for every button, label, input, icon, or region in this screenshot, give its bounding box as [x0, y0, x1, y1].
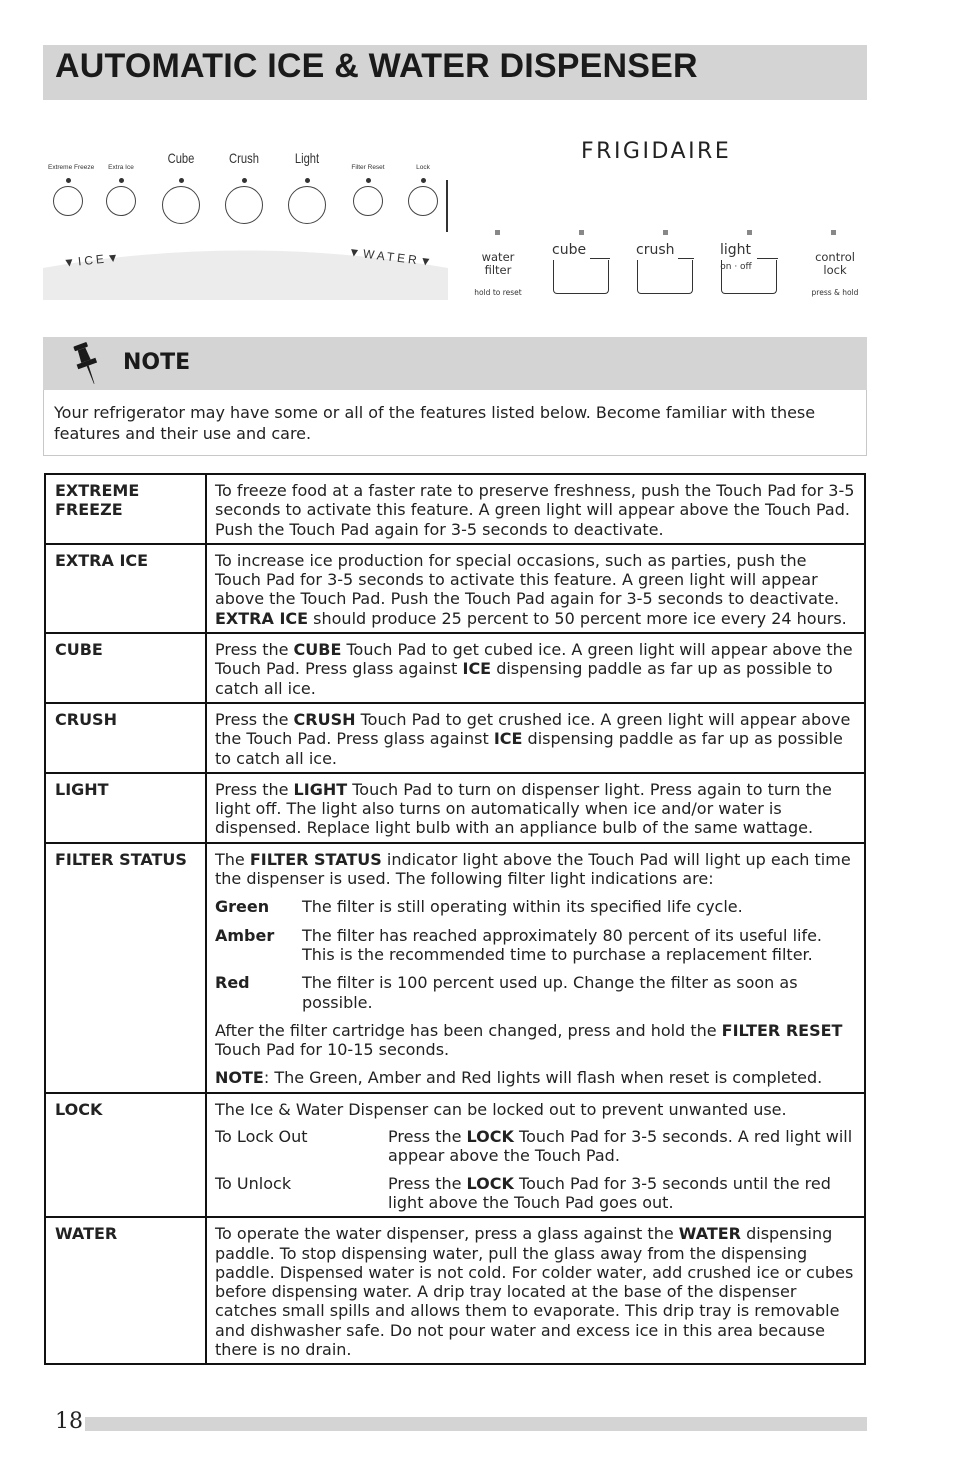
indicator-dot — [242, 178, 247, 183]
panel1-button-lock — [405, 150, 441, 216]
indicator-dot — [305, 178, 310, 183]
panel1-label: Crush — [229, 150, 259, 166]
table-row-cube — [45, 633, 865, 703]
feature-name: LIGHT — [45, 773, 206, 843]
touch-pad-circle — [408, 186, 438, 216]
panel1-label: Extra Ice — [108, 164, 134, 171]
feature-name: CRUSH — [45, 703, 206, 773]
control-lock-label: control lock — [815, 250, 855, 277]
press-and-hold-label: press & hold — [811, 288, 859, 297]
table-row-light — [45, 773, 865, 843]
title-bar — [43, 45, 867, 100]
indicator-square — [747, 230, 752, 235]
filter-indication-green: Green The filter is still operating within its specified life cycle. — [215, 897, 743, 917]
table-row-lock — [45, 1093, 865, 1217]
crush-touch-pad — [637, 260, 693, 294]
filter-note-text: NOTE: The Green, Amber and Red lights will flash when reset is completed. — [215, 1068, 823, 1088]
panel1-button-light — [286, 150, 328, 224]
footer-bar — [85, 1417, 867, 1431]
light-touch-pad — [721, 260, 777, 294]
indicator-dot — [366, 178, 371, 183]
feature-name: EXTREME FREEZE — [45, 474, 206, 544]
brand-logo: FRIGIDAIRE — [581, 139, 732, 164]
feature-name: EXTRA ICE — [45, 544, 206, 633]
touch-pad-circle — [106, 186, 136, 216]
panel1-button-crush — [223, 150, 265, 224]
feature-description: To freeze food at a faster rate to preserve freshness, push the Touch Pad for 3-5 seconds to activate this feature. A green light will appear above the Touch Pad. Push the Touch Pad again for 3-5 seconds to deactivate. — [206, 474, 865, 544]
cube-touch-pad — [553, 260, 609, 294]
indicator-dot — [119, 178, 124, 183]
feature-name: FILTER STATUS — [45, 843, 206, 1093]
note-title: NOTE — [123, 350, 191, 375]
table-row-extra-ice — [45, 544, 865, 633]
note-text: Your refrigerator may have some or all of the features listed below. Become familiar with these features and their use and care. — [43, 390, 867, 456]
touch-pad-circle — [225, 186, 263, 224]
page-number: 18 — [55, 1409, 83, 1434]
lock-out-row: To Lock Out Press the LOCK Touch Pad for 3-5 seconds. A red light will appear above the Touch Pad. — [215, 1127, 853, 1166]
water-filter-label: water filter — [481, 250, 515, 277]
indicator-square — [663, 230, 668, 235]
indicator-square — [579, 230, 584, 235]
feature-description: Press the CRUSH Touch Pad to get crushed ice. A green light will appear above the Touch Pad. Press glass against ICE dispensing paddle as far up as possible to catch all ice. — [206, 703, 865, 773]
light-pad-label: light — [720, 242, 752, 258]
panel1-label: Lock — [416, 164, 430, 171]
feature-name: CUBE — [45, 633, 206, 703]
panel1-label: Extreme Freeze — [48, 164, 95, 171]
indicator-dot — [66, 178, 71, 183]
panel1-button-extreme-freeze — [48, 150, 95, 216]
filter-reset-text: After the filter cartridge has been changed, press and hold the FILTER RESET Touch Pad for 10-15 seconds. — [215, 1020, 843, 1060]
feature-description: The Ice & Water Dispenser can be locked out to prevent unwanted use. To Lock Out Press the LOCK Touch Pad for 3-5 seconds. A red light will appear above the Touch Pad. To Unlock Press the LOCK Touch Pad for 3-5 seconds until the red light above the Touch Pad goes out. — [206, 1093, 865, 1217]
panel1-label: Cube — [167, 150, 195, 166]
feature-name: WATER — [45, 1217, 206, 1364]
feature-name: LOCK — [45, 1093, 206, 1217]
table-row-filter-status — [45, 843, 865, 1093]
feature-description: Press the CUBE Touch Pad to get cubed ice. A green light will appear above the Touch Pad. Press glass against ICE dispensing paddle as far up as possible to catch all ice. — [206, 633, 865, 703]
hold-to-reset-label: hold to reset — [474, 288, 522, 297]
note-header — [43, 337, 867, 390]
feature-description: Press the LIGHT Touch Pad to turn on dispenser light. Press again to turn the light off. The light also turns on automatically when ice and/or water is dispensed. Replace light bulb with an appliance bulb of the same wattage. — [206, 773, 865, 843]
features-table — [44, 473, 866, 1365]
panel1-label: Filter Reset — [351, 164, 385, 171]
panel1-arc-graphic — [43, 238, 448, 300]
indicator-square — [495, 230, 500, 235]
indicator-square — [831, 230, 836, 235]
touch-pad-circle — [353, 186, 383, 216]
filter-indication-amber: Amber The filter has reached approximately 80 percent of its useful life. This is the recommended time to purchase a replacement filter. — [215, 925, 823, 964]
crush-pad-label: crush — [636, 242, 675, 258]
water-label: WATER — [362, 246, 421, 268]
panel1-button-cube — [160, 150, 202, 224]
table-row-crush — [45, 703, 865, 773]
filter-indication-red: Red The filter is 100 percent used up. Change the filter as soon as possible. — [215, 973, 798, 1012]
control-panel-illustration-1 — [43, 150, 448, 300]
pushpin-icon — [67, 341, 107, 387]
page-title: AUTOMATIC ICE & WATER DISPENSER — [55, 47, 698, 85]
feature-description: The FILTER STATUS indicator light above the Touch Pad will light up each time the dispenser is used. The following filter light indications are: Green The filter is still operating within its specified life cycle. Amber The filter has reached approximately 80 percent of its useful life. This is the recommended time to purchase a replacement filter. Red The filter is 100 percent used up. Change the filter as soon as possible. After the filter cartridge has been changed, press and hold the FILTER RESET Touch Pad for 10-15 seconds. NOTE: The Green, Amber and Red lights will flash when reset is completed. — [206, 843, 865, 1093]
panel1-label: Light — [294, 150, 320, 166]
feature-description: To increase ice production for special occasions, such as parties, push the Touch Pad for 3-5 seconds to activate this feature. A green light will appear above the Touch Pad. Push the Touch Pad again for 3-5 seconds to deactivate. EXTRA ICE should produce 25 percent to 50 percent more ice every 24 hours. — [206, 544, 865, 633]
touch-pad-circle — [53, 186, 83, 216]
indicator-dot — [421, 178, 426, 183]
panel1-button-extra-ice — [103, 150, 139, 216]
ice-label: ICE — [77, 251, 108, 269]
water-section-label: ▼WATER▼ — [347, 244, 436, 270]
table-row-water — [45, 1217, 865, 1364]
cube-pad-label: cube — [552, 242, 587, 258]
unlock-row: To Unlock Press the LOCK Touch Pad for 3-5 seconds until the red light above the Touch Pad goes out. — [215, 1173, 831, 1212]
touch-pad-circle — [162, 186, 200, 224]
light-on-off-label: on · off — [720, 262, 752, 272]
touch-pad-circle — [288, 186, 326, 224]
indicator-dot — [179, 178, 184, 183]
panel1-button-filter-reset — [348, 150, 388, 216]
table-row-extreme-freeze — [45, 474, 865, 544]
feature-description: To operate the water dispenser, press a glass against the WATER dispensing paddle. To stop dispensing water, pull the glass away from the dispensing paddle. Dispensed water is not cold. For colder water, add crushed ice or cubes before dispensing water. A drip tray located at the base of the dispenser catches small spills and allows them to evaporate. This drip tray is removable and dishwasher safe. Do not pour water and excess ice in this area because there is no drain. — [206, 1217, 865, 1364]
panel1-divider — [446, 180, 448, 232]
ice-section-label: ▼ICE▼ — [62, 249, 123, 271]
